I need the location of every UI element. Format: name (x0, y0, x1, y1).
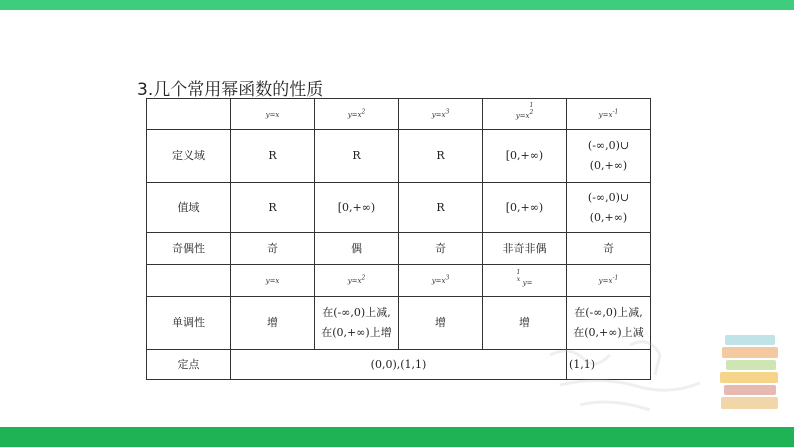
header-y-x-neg1: $y=x^{-1}$ (567, 99, 651, 130)
table-header-row-2 (147, 265, 651, 297)
corner-cell (147, 99, 231, 130)
header2-y-x3: $y=x^3$ (399, 265, 483, 297)
blank-cell (147, 265, 231, 297)
cell-domain-5: (-∞,0)∪ (0,+∞) (567, 130, 651, 183)
cell-parity-1: 奇 (231, 233, 315, 265)
header2-y-x-neg1: $y=x^{-1}$ (567, 265, 651, 297)
top-accent-bar (0, 0, 794, 10)
cell-parity-2: 偶 (315, 233, 399, 265)
table-header-row (147, 99, 651, 130)
header2-y-x-half: 1 x y= (483, 265, 567, 297)
cell-domain-1: R (231, 130, 315, 183)
header2-y-x: y=x (231, 265, 315, 297)
cell-range-5: (-∞,0)∪ (0,+∞) (567, 183, 651, 233)
cell-mono-5: 在(-∞,0)上减, 在(0,+∞)上减 (567, 297, 651, 350)
cell-point-5: (1,1) (567, 350, 651, 380)
header-y-x3: $y=x^3$ (399, 99, 483, 130)
table-row-range (147, 183, 651, 233)
cell-parity-5: 奇 (567, 233, 651, 265)
header-y-x-half: y=x1 2 (483, 99, 567, 130)
bottom-accent-bar (0, 427, 794, 447)
section-title: 3.几个常用幂函数的性质 (137, 80, 324, 100)
row-label-fixed-point: 定点 (147, 350, 231, 380)
cell-range-4: [0,+∞) (483, 183, 567, 233)
cell-range-3: R (399, 183, 483, 233)
cell-mono-3: 增 (399, 297, 483, 350)
cell-domain-3: R (399, 130, 483, 183)
header-y-x2: $y=x^2$ (315, 99, 399, 130)
cell-range-2: [0,+∞) (315, 183, 399, 233)
header2-y-x2: $y=x^2$ (315, 265, 399, 297)
book-stack (720, 335, 778, 409)
header-y-x: y=x (231, 99, 315, 130)
cell-parity-3: 奇 (399, 233, 483, 265)
cell-range-1: R (231, 183, 315, 233)
cell-parity-4: 非奇非偶 (483, 233, 567, 265)
table-row-domain (147, 130, 651, 183)
books-watermark-decoration (540, 325, 790, 425)
cell-mono-2: 在(-∞,0)上减, 在(0,+∞)上增 (315, 297, 399, 350)
cell-domain-4: [0,+∞) (483, 130, 567, 183)
table-row-parity (147, 233, 651, 265)
cell-point-common: (0,0),(1,1) (231, 350, 567, 380)
row-label-domain: 定义域 (147, 130, 231, 183)
cell-mono-1: 增 (231, 297, 315, 350)
row-label-parity: 奇偶性 (147, 233, 231, 265)
brush-strokes (550, 342, 700, 410)
cell-mono-4: 增 (483, 297, 567, 350)
cell-domain-2: R (315, 130, 399, 183)
row-label-range: 值域 (147, 183, 231, 233)
row-label-monotonicity: 单调性 (147, 297, 231, 350)
